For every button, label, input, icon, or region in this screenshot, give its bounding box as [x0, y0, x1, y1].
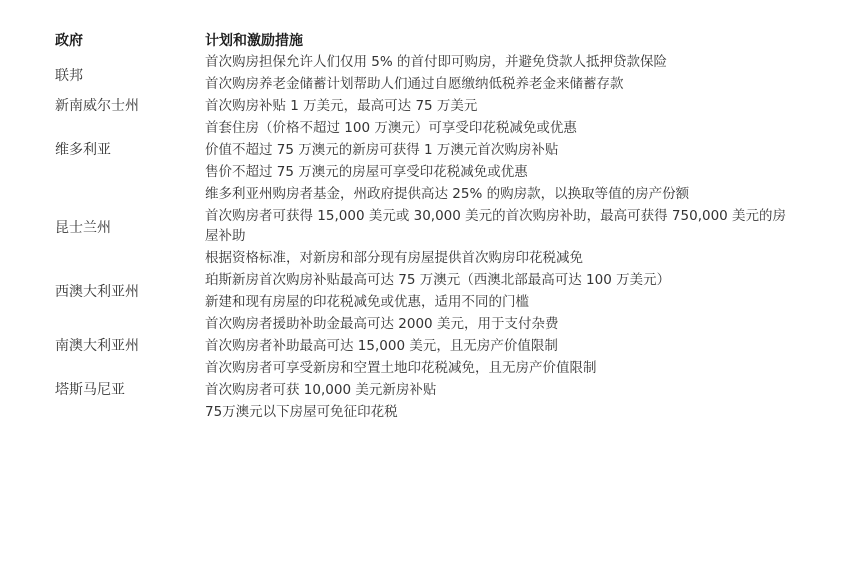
- government-name: 维多利亚: [55, 142, 111, 158]
- measures-list: [205, 96, 795, 140]
- government-group: [0, 96, 854, 140]
- table-header: [0, 30, 854, 52]
- measure-item: 首次购房补贴 1 万美元，最高可达 75 万美元: [205, 98, 478, 114]
- measure-item: 首次购房者援助补助金最高可达 2000 美元，用于支付杂费: [205, 316, 559, 332]
- government-group: [0, 52, 854, 96]
- government-group: [0, 380, 854, 424]
- measure-item: 新建和现有房屋的印花税减免或优惠，适用不同的门槛: [205, 294, 529, 310]
- measures-list: [205, 380, 795, 424]
- measures-list: [205, 206, 795, 270]
- measure-item: 首次购房者可获得 15,000 美元或 30,000 美元的首次购房补助，最高可获得 750,000 美元的房屋补助: [205, 208, 787, 244]
- government-name: 西澳大利亚州: [55, 284, 139, 300]
- government-name: 塔斯马尼亚: [55, 382, 125, 398]
- measure-item: 首次购房担保允许人们仅用 5% 的首付即可购房，并避免贷款人抵押贷款保险: [205, 54, 667, 70]
- measures-list: [205, 140, 795, 206]
- government-group: [0, 336, 854, 380]
- header-measures: 计划和激励措施: [205, 33, 303, 49]
- measure-item: 价值不超过 75 万澳元的新房可获得 1 万澳元首次购房补贴: [205, 142, 559, 158]
- measures-list: [205, 336, 795, 380]
- government-name: 南澳大利亚州: [55, 338, 139, 354]
- government-name: 新南威尔士州: [55, 98, 139, 114]
- government-group: [0, 270, 854, 336]
- government-name: 昆士兰州: [55, 220, 111, 236]
- measure-item: 首次购房者可获 10,000 美元新房补贴: [205, 382, 437, 398]
- measure-item: 售价不超过 75 万澳元的房屋可享受印花税减免或优惠: [205, 164, 528, 180]
- measure-item: 首次购房者可享受新房和空置土地印花税减免，且无房产价值限制: [205, 360, 597, 376]
- measure-item: 珀斯新房首次购房补贴最高可达 75 万澳元（西澳北部最高可达 100 万美元）: [205, 272, 671, 288]
- measure-item: 根据资格标准，对新房和部分现有房屋提供首次购房印花税减免: [205, 250, 583, 266]
- table-body: [0, 52, 854, 424]
- government-group: [0, 140, 854, 206]
- government-group: [0, 206, 854, 270]
- government-name: 联邦: [55, 68, 83, 84]
- measures-list: [205, 270, 795, 336]
- header-government: 政府: [55, 33, 83, 49]
- measures-list: [205, 52, 795, 96]
- measure-item: 首套住房（价格不超过 100 万澳元）可享受印花税减免或优惠: [205, 120, 577, 136]
- measure-item: 75万澳元以下房屋可免征印花税: [205, 404, 398, 420]
- measure-item: 首次购房者补助最高可达 15,000 美元，且无房产价值限制: [205, 338, 558, 354]
- measure-item: 维多利亚州购房者基金，州政府提供高达 25% 的购房款，以换取等值的房产份额: [205, 186, 690, 202]
- measure-item: 首次购房养老金储蓄计划帮助人们通过自愿缴纳低税养老金来储蓄存款: [205, 76, 624, 92]
